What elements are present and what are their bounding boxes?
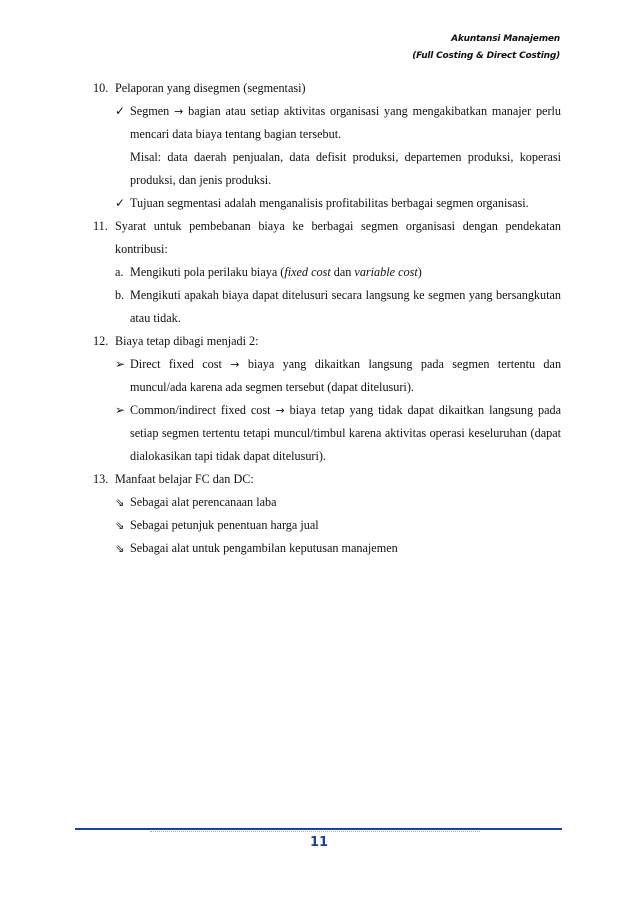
arrow-right-icon: → [230, 358, 240, 371]
bullet-manfaat-2 [115, 514, 561, 537]
bullet-text: Sebagai alat untuk pengambilan keputusan manajemen [130, 541, 398, 555]
footer-dotted-rule [150, 831, 480, 833]
bullet-text: Sebagai petunjuk penentuan harga jual [130, 518, 319, 532]
page-content [93, 77, 561, 560]
bullet-text: Sebagai alat perencanaan laba [130, 495, 277, 509]
bullet-tujuan [115, 192, 561, 215]
sub-item-b [115, 284, 561, 330]
sub-item-a [115, 261, 561, 284]
definition: biaya tetap yang tidak dapat dikaitkan langsung pada setiap segmen tertentu tetapi muncul/timbul karena aktivitas operasi keseluruhan (dapat dialokasikan tapi tidak dapat ditelusuri). [130, 403, 562, 463]
bullet-manfaat-1 [115, 491, 561, 514]
item-10 [93, 77, 561, 100]
sub-item-text: Mengikuti apakah biaya dapat ditelusuri secara langsung ke segmen yang bersangkutan atau tidak. [130, 288, 561, 325]
footer-divider [75, 828, 562, 830]
header-subtitle: (Full Costing & Direct Costing) [412, 51, 560, 61]
definition: biaya yang dikaitkan langsung pada segmen tertentu dan muncul/ada karena ada segmen tersebut (dapat ditelusuri). [130, 357, 562, 394]
item-text: Pelaporan yang disegmen (segmentasi) [115, 81, 306, 95]
bullet-text: Tujuan segmentasi adalah menganalisis profitabilitas berbagai segmen organisasi. [130, 196, 529, 210]
diagonal-arrow-icon: ⇘ [115, 542, 125, 555]
bullet-direct-fixed-cost [115, 353, 561, 399]
arrowhead-bullet-icon: ➢ [115, 403, 126, 417]
definition: bagian atau setiap aktivitas organisasi yang mengakibatkan manajer perlu mencari data biaya tentang bagian tersebut. [130, 104, 562, 141]
text-part: dan [330, 265, 355, 279]
item-number: 11. [93, 219, 108, 233]
checkmark-icon: ✓ [115, 104, 126, 118]
bullet-segmen [115, 100, 561, 146]
item-text: Syarat untuk pembebanan biaya ke berbagai segmen organisasi dengan pendekatan kontribusi: [115, 219, 561, 256]
item-number: 10. [93, 81, 109, 95]
text-part: Mengikuti pola perilaku biaya ( [130, 265, 285, 279]
item-number: 13. [93, 472, 109, 486]
text-part: ) [417, 265, 422, 279]
term: Common/indirect fixed cost [130, 403, 271, 417]
arrowhead-bullet-icon: ➢ [115, 357, 126, 371]
page-number: 11 [309, 835, 329, 850]
term: Segmen [130, 104, 170, 118]
example-text: Misal: data daerah penjualan, data defisit produksi, departemen produksi, koperasi produksi, dan jenis produksi. [130, 150, 561, 187]
term-fixed-cost: fixed cost [284, 265, 331, 279]
arrow-right-icon: → [174, 105, 184, 118]
header-title: Akuntansi Manajemen [451, 34, 560, 44]
term: Direct fixed cost [130, 357, 222, 371]
bullet-common-fixed-cost [115, 399, 561, 468]
item-text: Manfaat belajar FC dan DC: [115, 472, 254, 486]
diagonal-arrow-icon: ⇘ [115, 519, 125, 532]
arrow-right-icon: → [275, 404, 285, 417]
item-12 [93, 330, 561, 353]
list-marker: b. [115, 288, 125, 302]
checkmark-icon: ✓ [115, 196, 126, 210]
bullet-manfaat-3 [115, 537, 561, 560]
item-11 [93, 215, 561, 261]
list-marker: a. [115, 265, 124, 279]
item-13 [93, 468, 561, 491]
item-number: 12. [93, 334, 109, 348]
item-text: Biaya tetap dibagi menjadi 2: [115, 334, 259, 348]
term-variable-cost: variable cost [354, 265, 418, 279]
diagonal-arrow-icon: ⇘ [115, 496, 125, 509]
